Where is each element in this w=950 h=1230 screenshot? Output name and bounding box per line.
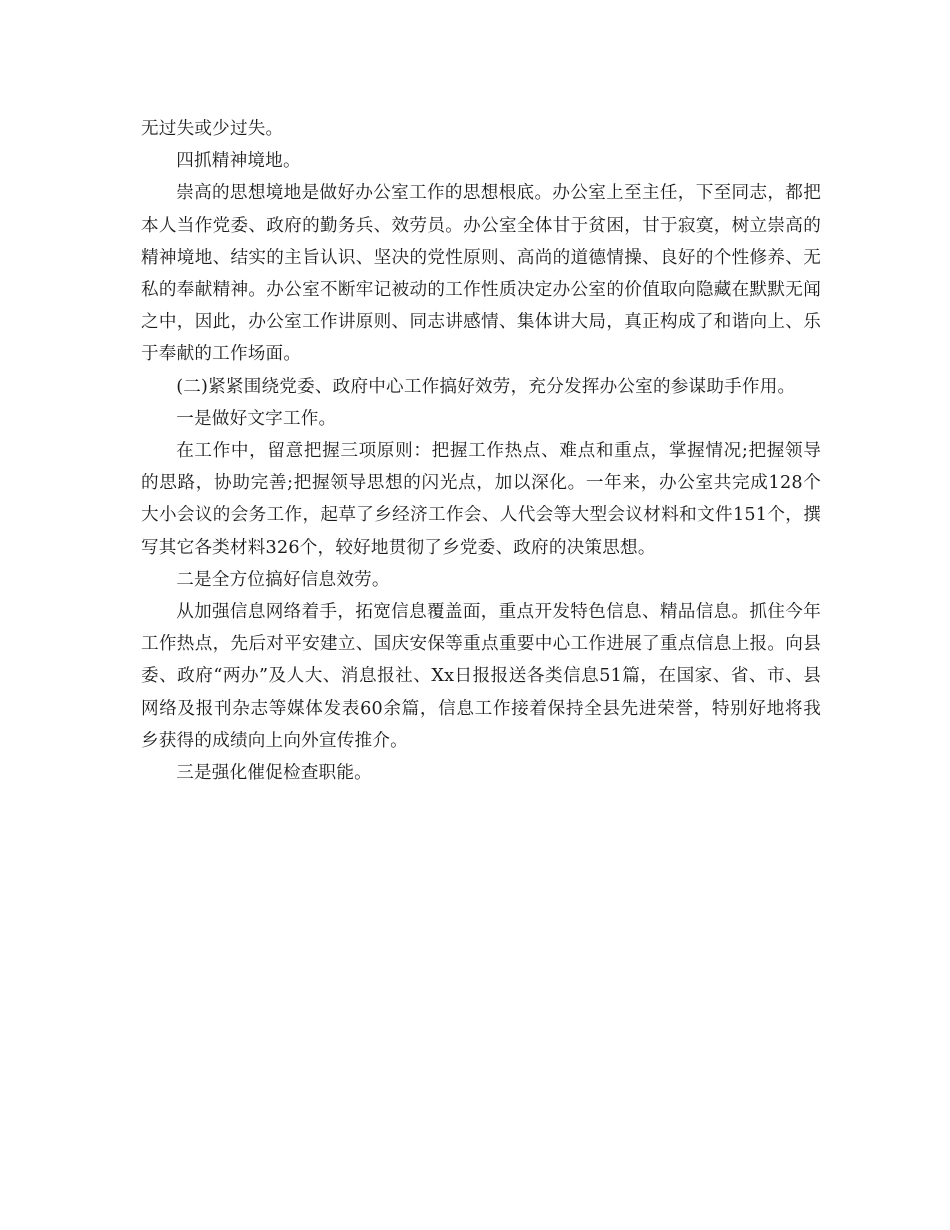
body-paragraph: 在工作中，留意把握三项原则：把握工作热点、难点和重点，掌握情况;把握领导的思路，协助完善;把握领导思想的闪光点，加以深化。一年来，办公室共完成128个大小会议的会务工作，起草了乡经济工作会、人代会等大型会议材料和文件151个，撰写其它各类材料326个，较好地贯彻了乡党委、政府的决策思想。 bbox=[141, 441, 821, 558]
body-paragraph: 从加强信息网络着手，拓宽信息覆盖面，重点开发特色信息、精品信息。抓住今年工作热点，先后对平安建立、国庆安保等重点重要中心工作进展了重点信息上报。向县委、政府“两办”及人大、消息报社、Xx日报报送各类信息51篇，在国家、省、市、县网络及报刊杂志等媒体发表60余篇，信息工作接着保持全县先进荣誉，特别好地将我乡获得的成绩向上向外宣传推介。 bbox=[141, 602, 821, 751]
body-paragraph: 崇高的思想境地是做好办公室工作的思想根底。办公室上至主任，下至同志，都把本人当作党委、政府的勤务兵、效劳员。办公室全体甘于贫困，甘于寂寞，树立崇高的精神境地、结实的主旨认识、坚决的党性原则、高尚的道德情操、良好的个性修养、无私的奉献精神。办公室不断牢记被动的工作性质决定办公室的价值取向隐藏在默默无闻之中，因此，办公室工作讲原则、同志讲感情、集体讲大局，真正构成了和谐向上、乐于奉献的工作场面。 bbox=[141, 183, 821, 365]
paragraph-continuation: 无过失或少过失。 bbox=[141, 119, 284, 139]
subsection-heading: 一是做好文字工作。 bbox=[176, 408, 337, 429]
subsection-heading: 二是全方位搞好信息效劳。 bbox=[176, 569, 390, 590]
section-heading: 四抓精神境地。 bbox=[176, 151, 301, 172]
document-body bbox=[141, 113, 821, 789]
section-heading: (二)紧紧围绕党委、政府中心工作搞好效劳，充分发挥办公室的参谋助手作用。 bbox=[176, 376, 796, 397]
subsection-heading: 三是强化催促检查职能。 bbox=[176, 763, 372, 784]
